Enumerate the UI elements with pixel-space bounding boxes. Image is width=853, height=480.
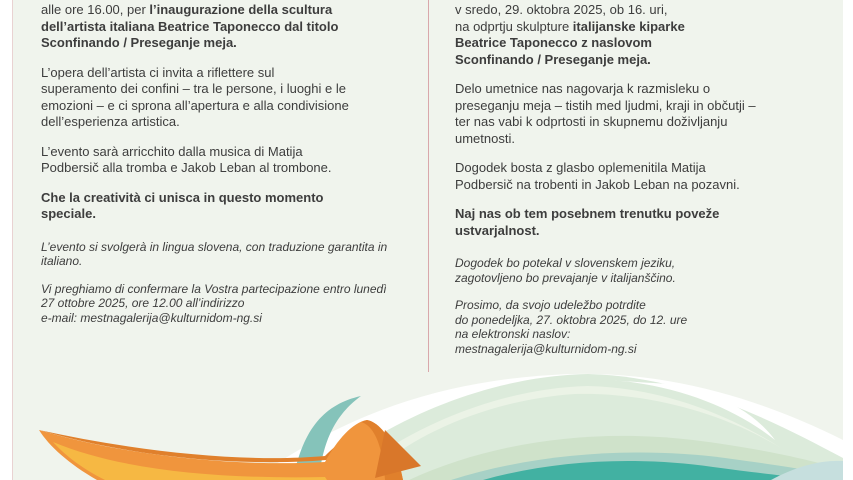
body-paragraph: L’evento sarà arricchito dalla musica di Matija Podbersič alla tromba e Jakob Leban al trombone. <box>41 143 332 175</box>
intro-text: na odprtju skulpture <box>455 18 573 34</box>
right-column-slovenian <box>455 2 835 369</box>
rsvp-note <box>455 298 835 356</box>
email-address: e-mail: mestnagalerija@kulturnidom-ng.si <box>41 310 262 325</box>
language-note: L’evento si svolgerà in lingua slovena, con traduzione garantita in italiano. <box>41 239 388 268</box>
intro-text: v sredo, 29. oktobra 2025, ob 16. uri, <box>455 2 668 17</box>
intro-text: alle ore 16.00, per <box>41 2 150 17</box>
emphasis-paragraph: Naj nas ob tem posebnem trenutku poveže ustvarjalnost. <box>455 206 720 238</box>
intro-paragraph <box>41 2 421 52</box>
invitation-card <box>12 0 843 480</box>
event-title: Beatrice Taponecco z naslovom <box>455 35 652 50</box>
event-title: Sconfinando / Preseganje meja. <box>41 35 237 50</box>
body-paragraph: Dogodek bosta z glasbo oplemenitila Matija Podbersič na trobenti in Jakob Leban na pozavni. <box>455 160 740 192</box>
rsvp-text: Prosimo, da svojo udeležbo potrdite do ponedeljka, 27. oktobra 2025, do 12. ure na elektronski naslov: <box>455 298 688 341</box>
body-paragraph: Delo umetnice nas nagovarja k razmisleku o preseganju meja – tistih med ljudmi, kraji in občutji – ter nas vabi k odprtosti in skupnemu doživljanju umetnosti. <box>455 81 756 146</box>
rsvp-note <box>41 282 421 326</box>
event-title: Sconfinando / Preseganje meja. <box>455 51 651 67</box>
column-divider <box>428 0 429 372</box>
wave-artwork <box>13 360 843 480</box>
emphasis-paragraph: Che la creatività ci unisca in questo momento speciale. <box>41 189 324 221</box>
event-title: dell’artista italiana Beatrice Taponecco dal titolo <box>41 18 339 34</box>
event-title: italijanske kiparke <box>572 18 685 34</box>
rsvp-text: Vi preghiamo di confermare la Vostra partecipazione entro lunedì 27 ottobre 2025, ore 12.00 all’indirizzo <box>41 281 387 310</box>
left-column-italian <box>41 2 421 338</box>
event-title: l’inaugurazione della scultura <box>149 2 333 17</box>
email-address: mestnagalerija@kulturnidom-ng.si <box>455 341 637 356</box>
intro-paragraph <box>455 2 835 68</box>
language-note: Dogodek bo potekal v slovenskem jeziku, zagotovljeno bo prevajanje v italijanščino. <box>455 256 676 285</box>
body-paragraph: L’opera dell’artista ci invita a riflettere sul superamento dei confini – tra le persone, i luoghi e le emozioni – e ci sprona all’apertura e alla condivisione dell’esperienza artistica. <box>41 64 349 129</box>
